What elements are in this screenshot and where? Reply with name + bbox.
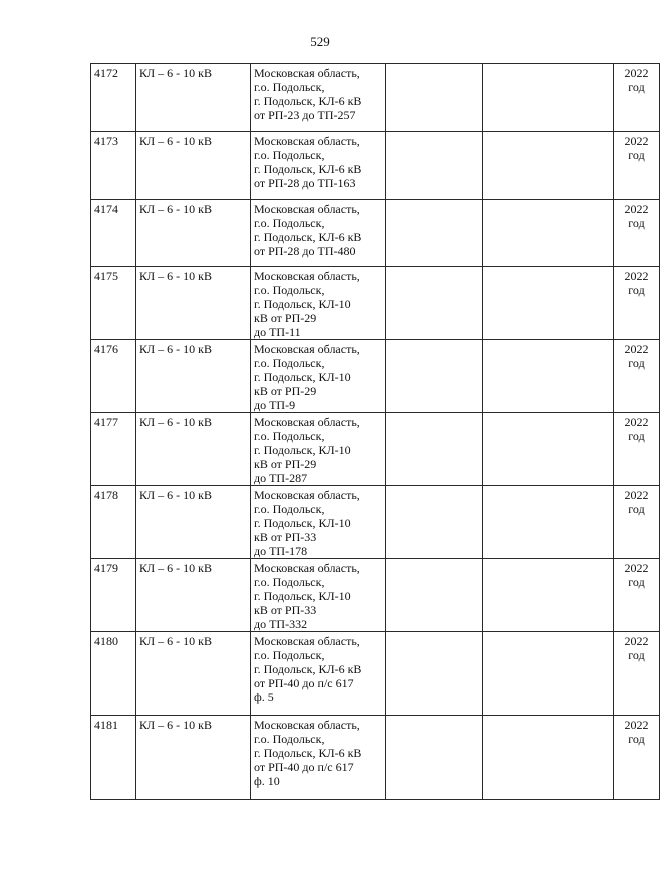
empty-cell xyxy=(386,413,483,486)
year-cell: 2022 год xyxy=(614,716,660,800)
object-address: Московская область, г.о. Подольск, г. Подольск, КЛ-6 кВ от РП-28 до ТП-163 xyxy=(251,132,386,200)
object-address: Московская область, г.о. Подольск, г. Подольск, КЛ-10 кВ от РП-29 до ТП-11 xyxy=(251,267,386,340)
row-number: 4181 xyxy=(91,716,136,800)
object-type: КЛ – 6 - 10 кВ xyxy=(136,340,251,413)
row-number: 4180 xyxy=(91,632,136,716)
row-number: 4176 xyxy=(91,340,136,413)
object-address: Московская область, г.о. Подольск, г. Подольск, КЛ-6 кВ от РП-40 до п/с 617 ф. 10 xyxy=(251,716,386,800)
empty-cell xyxy=(483,200,614,267)
table-row xyxy=(91,340,660,413)
year-cell: 2022 год xyxy=(614,340,660,413)
empty-cell xyxy=(386,486,483,559)
year-cell: 2022 год xyxy=(614,413,660,486)
empty-cell xyxy=(483,64,614,132)
object-address: Московская область, г.о. Подольск, г. Подольск, КЛ-10 кВ от РП-33 до ТП-178 xyxy=(251,486,386,559)
row-number: 4174 xyxy=(91,200,136,267)
empty-cell xyxy=(386,64,483,132)
year-cell: 2022 год xyxy=(614,200,660,267)
table-row xyxy=(91,267,660,340)
empty-cell xyxy=(483,632,614,716)
object-type: КЛ – 6 - 10 кВ xyxy=(136,200,251,267)
page-number: 529 xyxy=(310,34,330,49)
year-cell: 2022 год xyxy=(614,132,660,200)
row-number: 4179 xyxy=(91,559,136,632)
object-address: Московская область, г.о. Подольск, г. Подольск, КЛ-10 кВ от РП-29 до ТП-287 xyxy=(251,413,386,486)
object-type: КЛ – 6 - 10 кВ xyxy=(136,413,251,486)
object-type: КЛ – 6 - 10 кВ xyxy=(136,132,251,200)
year-cell: 2022 год xyxy=(614,64,660,132)
empty-cell xyxy=(483,486,614,559)
object-type: КЛ – 6 - 10 кВ xyxy=(136,716,251,800)
empty-cell xyxy=(483,559,614,632)
empty-cell xyxy=(386,340,483,413)
row-number: 4172 xyxy=(91,64,136,132)
object-address: Московская область, г.о. Подольск, г. Подольск, КЛ-6 кВ от РП-23 до ТП-257 xyxy=(251,64,386,132)
empty-cell xyxy=(386,716,483,800)
empty-cell xyxy=(386,132,483,200)
row-number: 4178 xyxy=(91,486,136,559)
object-type: КЛ – 6 - 10 кВ xyxy=(136,632,251,716)
empty-cell xyxy=(483,132,614,200)
table-row xyxy=(91,486,660,559)
year-cell: 2022 год xyxy=(614,267,660,340)
year-cell: 2022 год xyxy=(614,632,660,716)
table-row xyxy=(91,559,660,632)
object-address: Московская область, г.о. Подольск, г. Подольск, КЛ-6 кВ от РП-28 до ТП-480 xyxy=(251,200,386,267)
object-type: КЛ – 6 - 10 кВ xyxy=(136,267,251,340)
table-row xyxy=(91,632,660,716)
register-table xyxy=(90,63,660,800)
empty-cell xyxy=(483,413,614,486)
empty-cell xyxy=(483,340,614,413)
object-type: КЛ – 6 - 10 кВ xyxy=(136,486,251,559)
object-address: Московская область, г.о. Подольск, г. Подольск, КЛ-6 кВ от РП-40 до п/с 617 ф. 5 xyxy=(251,632,386,716)
table-row xyxy=(91,716,660,800)
empty-cell xyxy=(483,716,614,800)
row-number: 4175 xyxy=(91,267,136,340)
empty-cell xyxy=(386,200,483,267)
table-row xyxy=(91,132,660,200)
empty-cell xyxy=(386,632,483,716)
table-row xyxy=(91,64,660,132)
year-cell: 2022 год xyxy=(614,486,660,559)
year-cell: 2022 год xyxy=(614,559,660,632)
object-type: КЛ – 6 - 10 кВ xyxy=(136,64,251,132)
object-type: КЛ – 6 - 10 кВ xyxy=(136,559,251,632)
object-address: Московская область, г.о. Подольск, г. Подольск, КЛ-10 кВ от РП-33 до ТП-332 xyxy=(251,559,386,632)
empty-cell xyxy=(483,267,614,340)
table-row xyxy=(91,200,660,267)
table-row xyxy=(91,413,660,486)
object-address: Московская область, г.о. Подольск, г. Подольск, КЛ-10 кВ от РП-29 до ТП-9 xyxy=(251,340,386,413)
empty-cell xyxy=(386,559,483,632)
empty-cell xyxy=(386,267,483,340)
row-number: 4177 xyxy=(91,413,136,486)
row-number: 4173 xyxy=(91,132,136,200)
